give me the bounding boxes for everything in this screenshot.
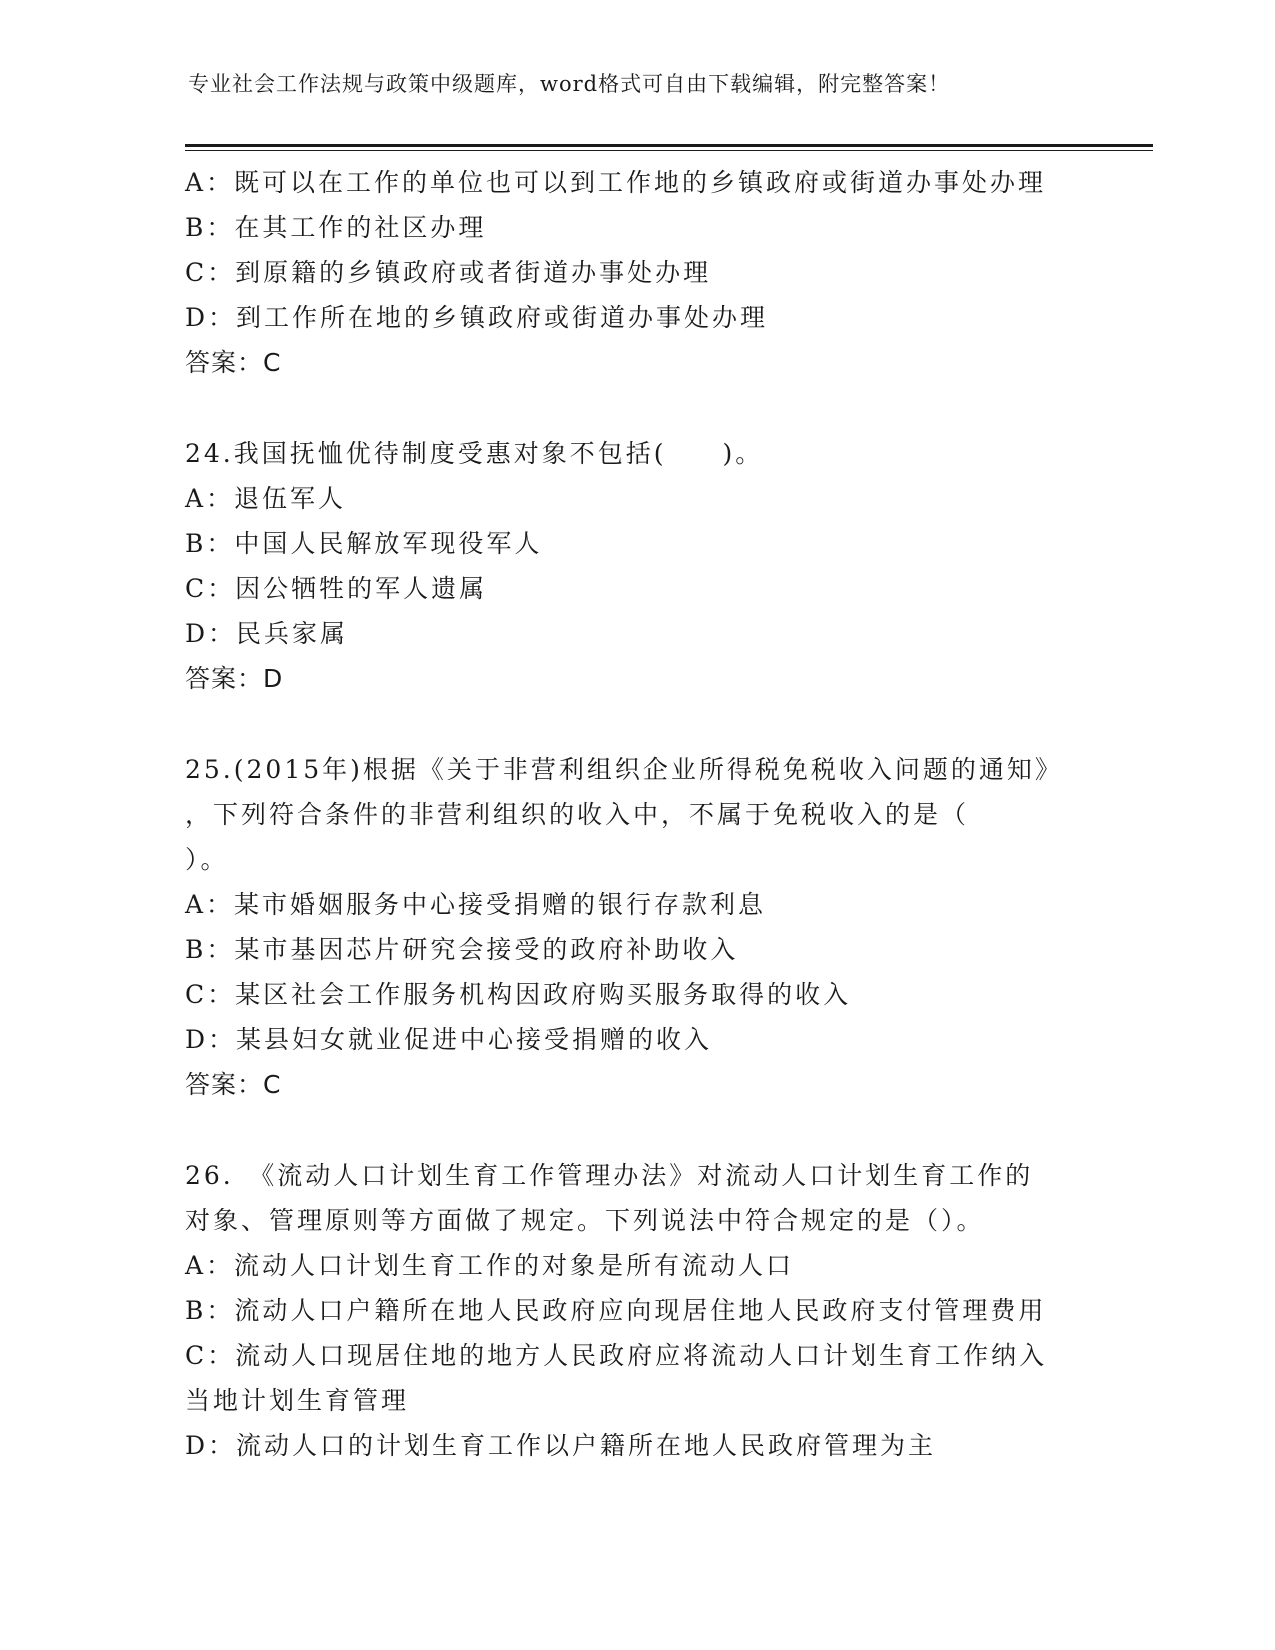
answer: 答案：C bbox=[185, 1070, 282, 1099]
question-stem: 26. 《流动人口计划生育工作管理办法》对流动人口计划生育工作的 bbox=[185, 1161, 1034, 1190]
answer: 答案：C bbox=[185, 348, 282, 377]
spacer bbox=[185, 701, 1175, 747]
option-c: C：流动人口现居住地的地方人民政府应将流动人口计划生育工作纳入 bbox=[185, 1341, 1048, 1370]
question-stem: 25.(2015年)根据《关于非营利组织企业所得税免税收入问题的通知》 bbox=[185, 755, 1063, 784]
question-23 bbox=[185, 160, 1175, 385]
question-26 bbox=[185, 1153, 1175, 1468]
answer: 答案：D bbox=[185, 664, 284, 693]
option-b: B：流动人口户籍所在地人民政府应向现居住地人民政府支付管理费用 bbox=[185, 1296, 1047, 1325]
option-a: A：某市婚姻服务中心接受捐赠的银行存款利息 bbox=[185, 890, 767, 919]
question-content bbox=[185, 160, 1175, 1468]
option-b: B：在其工作的社区办理 bbox=[185, 213, 487, 242]
option-d: D：某县妇女就业促进中心接受捐赠的收入 bbox=[185, 1025, 713, 1054]
question-stem: 对象、管理原则等方面做了规定。下列说法中符合规定的是（）。 bbox=[185, 1206, 985, 1235]
option-c: C：到原籍的乡镇政府或者街道办事处办理 bbox=[185, 258, 712, 287]
question-stem: ）。 bbox=[185, 845, 229, 874]
option-c: C：因公牺牲的军人遗属 bbox=[185, 574, 488, 603]
option-c-continued: 当地计划生育管理 bbox=[185, 1386, 410, 1415]
header-rule-thick bbox=[185, 144, 1153, 147]
page-header: 专业社会工作法规与政策中级题库，word格式可自由下载编辑，附完整答案！ bbox=[188, 72, 951, 96]
option-b: B：某市基因芯片研究会接受的政府补助收入 bbox=[185, 935, 739, 964]
option-a: A：既可以在工作的单位也可以到工作地的乡镇政府或街道办事处办理 bbox=[185, 168, 1047, 197]
option-d: D：流动人口的计划生育工作以户籍所在地人民政府管理为主 bbox=[185, 1431, 937, 1460]
spacer bbox=[185, 385, 1175, 431]
option-d: D：到工作所在地的乡镇政府或街道办事处办理 bbox=[185, 303, 769, 332]
question-stem: 24.我国抚恤优待制度受惠对象不包括( )。 bbox=[185, 439, 764, 468]
option-d: D：民兵家属 bbox=[185, 619, 349, 648]
option-b: B：中国人民解放军现役军人 bbox=[185, 529, 543, 558]
question-stem: ，下列符合条件的非营利组织的收入中，不属于免税收入的是（ bbox=[185, 800, 970, 829]
question-25 bbox=[185, 747, 1175, 1107]
option-c: C：某区社会工作服务机构因政府购买服务取得的收入 bbox=[185, 980, 852, 1009]
spacer bbox=[185, 1107, 1175, 1153]
option-a: A：流动人口计划生育工作的对象是所有流动人口 bbox=[185, 1251, 795, 1280]
question-24 bbox=[185, 431, 1175, 701]
header-rule-thin bbox=[185, 150, 1153, 151]
option-a: A：退伍军人 bbox=[185, 484, 347, 513]
